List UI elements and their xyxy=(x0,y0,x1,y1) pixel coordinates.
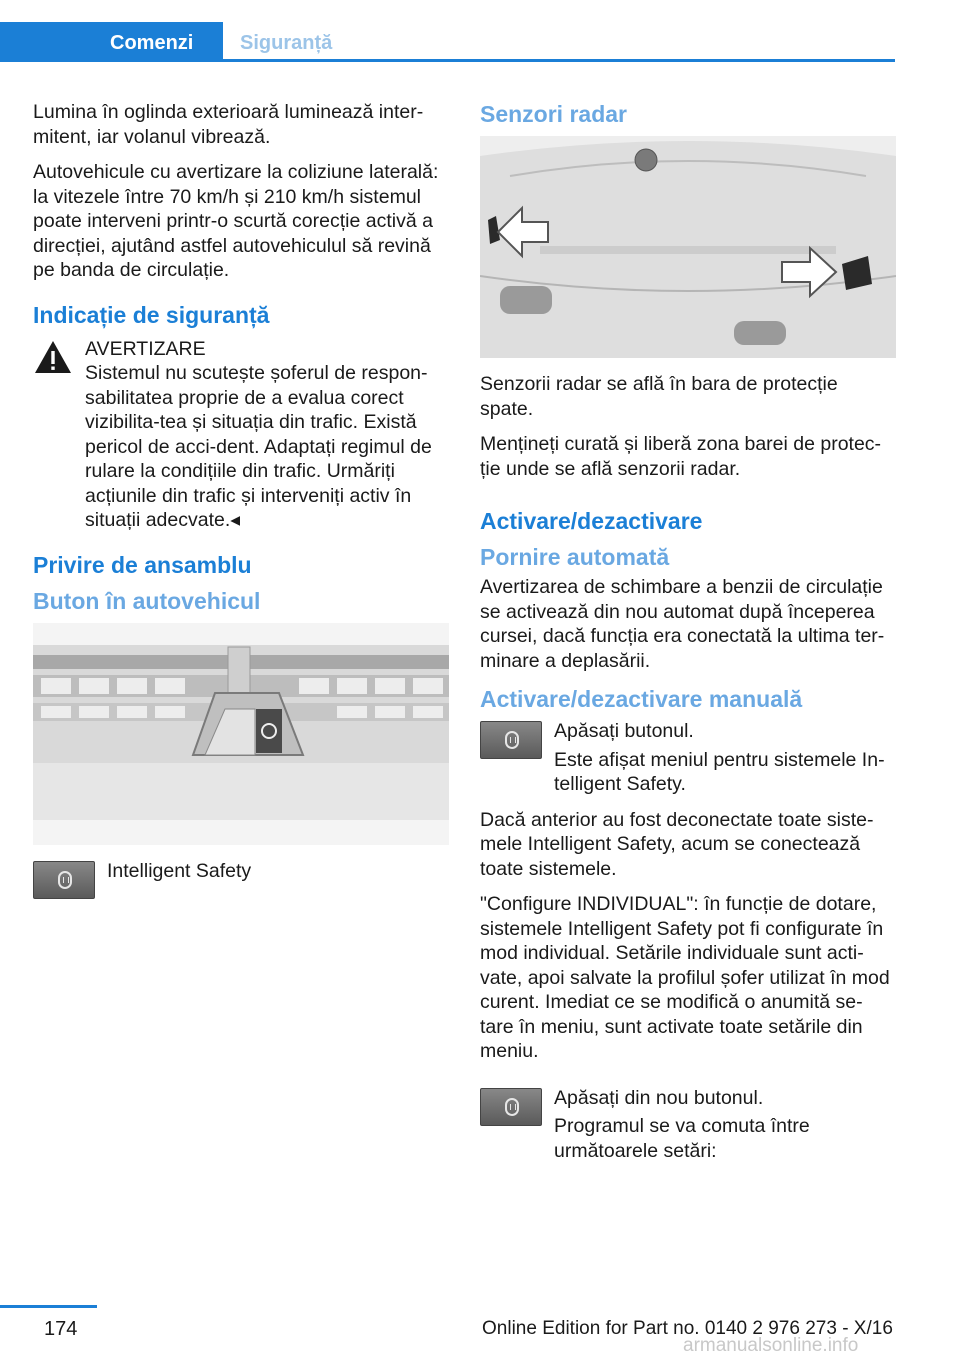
warning-text: Sistemul nu scutește șoferul de respon‐sabilitatea proprie de a evalua corect vizibilita‐tea și situația din trafic. Există pericol de acci‐dent. Adaptați regimul de rulare la condițiile din trafic. Urmăriți acțiunile din trafic și interveniți activ în situații adecvate.◂ xyxy=(85,362,432,531)
right-column xyxy=(480,100,896,1174)
radar-sensor-illustration xyxy=(480,136,896,358)
button-caption: Intelligent Safety xyxy=(107,859,252,882)
heading-radar-sensors: Senzori radar xyxy=(480,101,627,127)
paragraph-configure-individual: "Configure INDIVIDUAL": în funcție de dotare, sistemele Intelligent Safety pot fi configurate în mod individual. Setările individuale sunt acti‐vate, apoi salvate la profilul șofer utilizat în mod curent. Imediat ce se modifică o anumită se‐tare în meniu, sunt activate toate setările din meniu. xyxy=(480,893,890,1062)
paragraph-side-collision: Autovehicule cu avertizare la coliziune laterală: la vitezele între 70 km/h și 210 km/h sistemul poate interveni printr-o scurtă corecție activă a direcției, ajutând astfel autovehiculul să revină pe banda de circulație. xyxy=(33,161,439,281)
warning-title: AVERTIZARE xyxy=(85,337,206,360)
header-rule xyxy=(0,59,895,62)
heading-button-in-vehicle: Buton în autovehicul xyxy=(33,587,261,614)
paragraph-mirror-light: Lumina în oglinda exterioară luminează inter‐mitent, iar volanul vibrează. xyxy=(33,101,424,148)
tab-comenzi[interactable]: Comenzi xyxy=(0,22,223,62)
intelligent-safety-button-icon-2[interactable] xyxy=(480,1088,542,1126)
heading-safety-note: Indicație de siguranță xyxy=(33,301,270,328)
assist-symbol-icon xyxy=(505,731,519,749)
warning-triangle-icon xyxy=(33,339,73,375)
paragraph-radar-location: Senzorii radar se află în bara de protecție spate. xyxy=(480,373,838,420)
press-again-text: Apăsați din nou butonul. xyxy=(554,1086,764,1109)
heading-overview: Privire de ansamblu xyxy=(33,551,252,578)
page-number: 174 xyxy=(44,1318,78,1340)
chapter-tabs xyxy=(0,22,895,62)
heading-auto-start: Pornire automată xyxy=(480,544,670,570)
paragraph-radar-clean: Mențineți curată și liberă zona barei de protec‐ție unde se află senzorii radar. xyxy=(480,433,882,480)
edition-note: Online Edition for Part no. 0140 2 976 273 - X/16 xyxy=(482,1318,893,1339)
press-button-text: Apăsați butonul. xyxy=(554,720,694,742)
paragraph-all-systems: Dacă anterior au fost deconectate toate siste‐mele Intelligent Safety, acum se conectează toate sistemele. xyxy=(480,808,874,880)
menu-displayed-text: Este afișat meniul pentru sistemele In‐telligent Safety. xyxy=(554,748,885,795)
left-column xyxy=(33,100,449,931)
button-location-illustration xyxy=(33,623,449,845)
heading-activate-deactivate: Activare/dezactivare xyxy=(480,508,703,534)
watermark: armanualsonline.info xyxy=(683,1335,859,1356)
paragraph-auto-start: Avertizarea de schimbare a benzii de circulație se activează din nou automat după începerea cursei, dacă funcția era conectată la ultima ter‐minare a deplasării. xyxy=(480,576,885,672)
assist-symbol-icon xyxy=(505,1098,519,1116)
warning-block xyxy=(33,337,449,533)
intelligent-safety-button-row xyxy=(33,859,449,925)
manual-button-row-1 xyxy=(480,719,896,797)
heading-manual: Activare/dezactivare manuală xyxy=(480,686,803,712)
manual-button-row-2 xyxy=(480,1086,896,1164)
footer-rule xyxy=(0,1305,97,1308)
assist-symbol-icon xyxy=(58,871,72,889)
intelligent-safety-button-icon-1[interactable] xyxy=(480,721,542,759)
intelligent-safety-button-icon[interactable] xyxy=(33,861,95,899)
tab-siguranta[interactable]: Siguranță xyxy=(240,32,333,54)
program-switch-text: Programul se va comuta între următoarele setări: xyxy=(554,1115,810,1162)
